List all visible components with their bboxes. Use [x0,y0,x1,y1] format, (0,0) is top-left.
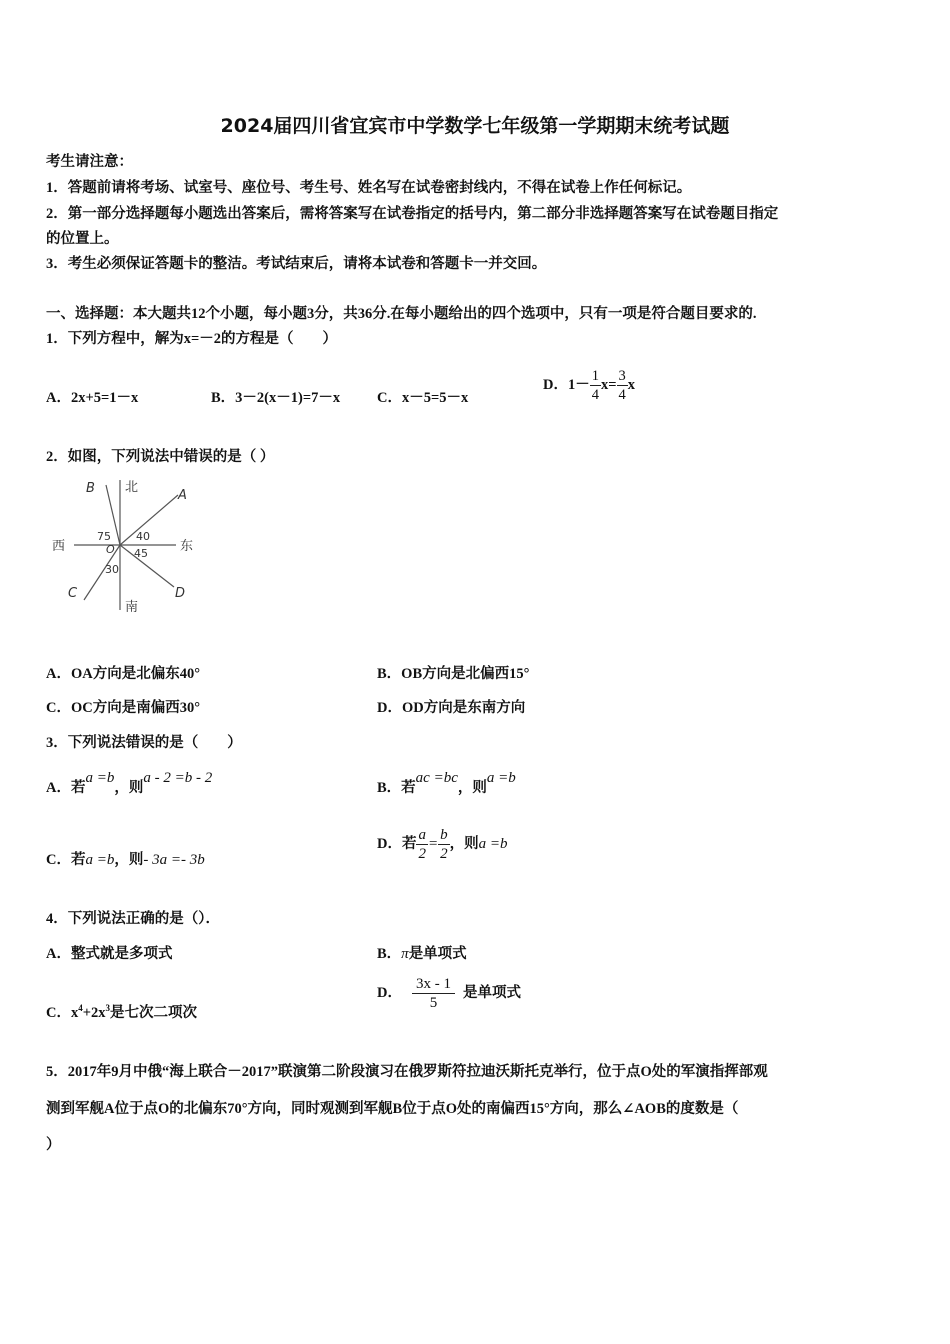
q1-option-c: C．x－5=5－x [377,390,469,406]
q4-c-post: 是七次二项次 [110,1005,197,1021]
q1-d-f2-num: 3 [618,368,626,384]
label-d: D [175,586,186,601]
q2-option-a: A．OA方向是北偏东40° [46,666,201,682]
q3-d-fb-den: 2 [440,846,448,862]
angle-30-label: 30 [105,563,119,576]
q1-d-f2-den: 4 [618,387,626,403]
angle-40-label: 40 [136,530,150,543]
q1-d-f1-num: 1 [591,368,599,384]
page-title: 2024届四川省宜宾市中学数学七年级第一学期期末统考试题 [220,115,730,137]
q1-d-fraction-2 [617,367,628,404]
q3-d-fb-num: b [440,827,448,843]
q1-d-f1-den: 4 [591,387,599,403]
notice-heading: 考生请注意： [46,154,133,170]
q1-d-mid: x= [600,376,617,393]
q3-option-d [377,826,507,863]
q3-c-math-1: a =b [85,852,115,868]
q3-d-pre: D．若 [377,835,417,852]
label-a: A [178,488,187,503]
q5-line-3: ） [46,1137,61,1153]
q3-b-math-1: ac =bc [415,770,458,786]
label-west: 西 [52,539,66,554]
q3-b-math-2: a =b [486,770,516,786]
q5-line-1: 5．2017年9月中俄“海上联合－2017”联演第二阶段演习在俄罗斯符拉迪沃斯托克举行，位于点O处的军演指挥部观 [46,1064,768,1080]
q2-option-b: B．OB方向是北偏西15° [377,666,530,682]
q3-d-fraction-a [416,826,428,863]
q4-c-pre: C．x [46,1005,79,1021]
notice-item-1: 1．答题前请将考场、试室号、座位号、考生号、姓名写在试卷密封线内，不得在试卷上作任何标记。 [46,180,692,196]
label-north: 北 [125,480,139,495]
q4-stem: 4．下列说法正确的是（）． [46,911,220,927]
q4-d-den: 5 [429,995,438,1011]
q4-b-pi: π [401,946,409,962]
q4-option-d [377,975,521,1012]
label-b: B [86,481,95,496]
q4-b-pre: B． [377,946,402,962]
q1-d-fraction-1 [590,367,601,404]
q4-d-post: 是单项式 [462,984,521,1001]
q2-option-d: D．OD方向是东南方向 [377,700,526,716]
q3-a-math-1: a =b [85,770,115,786]
q3-c-pre: C．若 [46,852,86,868]
q4-option-c [46,1001,197,1022]
label-o: O [106,543,115,556]
q3-option-a [46,770,213,797]
q3-a-math-2: a - 2 =b - 2 [143,770,213,786]
compass-diagram [46,475,216,620]
q1-stem: 1．下列方程中，解为x=－2的方程是（ ） [46,331,338,347]
q2-option-c: C．OC方向是南偏西30° [46,700,201,716]
angle-45-label: 45 [134,547,148,560]
notice-item-3: 3．考生必须保证答题卡的整洁。考试结束后，请将本试卷和答题卡一并交回。 [46,256,547,272]
q3-d-eq: = [427,835,439,852]
notice-item-2: 2．第一部分选择题每小题选出答案后，需将答案写在试卷指定的括号内，第二部分非选择题答案写在试卷题目指定 [46,206,779,222]
q4-d-fraction [412,975,455,1012]
q3-a-mid: ，则 [114,780,144,796]
label-south: 南 [125,600,139,615]
angle-75-label: 75 [97,530,111,543]
q3-c-mid: ，则 [114,852,144,868]
q4-d-num: 3x - 1 [412,975,455,994]
q3-b-mid: ，则 [457,780,487,796]
q1-option-a: A．2x+5=1－x [46,390,139,406]
label-east: 东 [180,539,194,554]
q3-b-pre: B．若 [377,780,416,796]
q3-d-math-2: a =b [478,835,508,852]
q3-d-fraction-b [438,826,450,863]
section-1-heading: 一、选择题：本大题共12个小题，每小题3分，共36分.在每小题给出的四个选项中，只有一项是符合题目要求的. [46,306,757,322]
q3-d-fa-den: 2 [418,846,426,862]
q3-option-b [377,770,516,797]
q1-option-d [543,367,635,404]
notice-item-2-cont: 的位置上。 [46,231,119,247]
q2-stem: 2．如图，下列说法中错误的是（ ） [46,449,275,465]
q4-c-mid: +2x [82,1005,106,1021]
q3-stem: 3．下列说法错误的是（ ） [46,735,242,751]
q4-c-sup-1: 4 [78,1003,83,1014]
q4-b-post: 是单项式 [408,946,467,962]
q4-option-b [377,942,467,963]
q1-d-suffix: x [627,376,635,393]
q4-c-sup-2: 3 [105,1003,110,1014]
q3-c-math-2: - 3a =- 3b [143,852,205,868]
q1-d-prefix: D．1－ [543,376,590,393]
q1-option-b: B．3－2(x－1)=7－x [211,390,341,406]
q4-d-pre: D． [377,984,402,1001]
q3-d-mid: ，则 [449,835,479,852]
label-c: C [68,586,78,601]
q5-line-2: 测到军舰A位于点O的北偏东70°方向，同时观测到军舰B位于点O处的南偏西15°方向，那么∠AOB的度数是（ [46,1101,739,1117]
q3-option-c [46,848,205,869]
q3-d-fa-num: a [418,827,426,843]
q4-option-a: A．整式就是多项式 [46,946,173,962]
q3-a-pre: A．若 [46,780,86,796]
